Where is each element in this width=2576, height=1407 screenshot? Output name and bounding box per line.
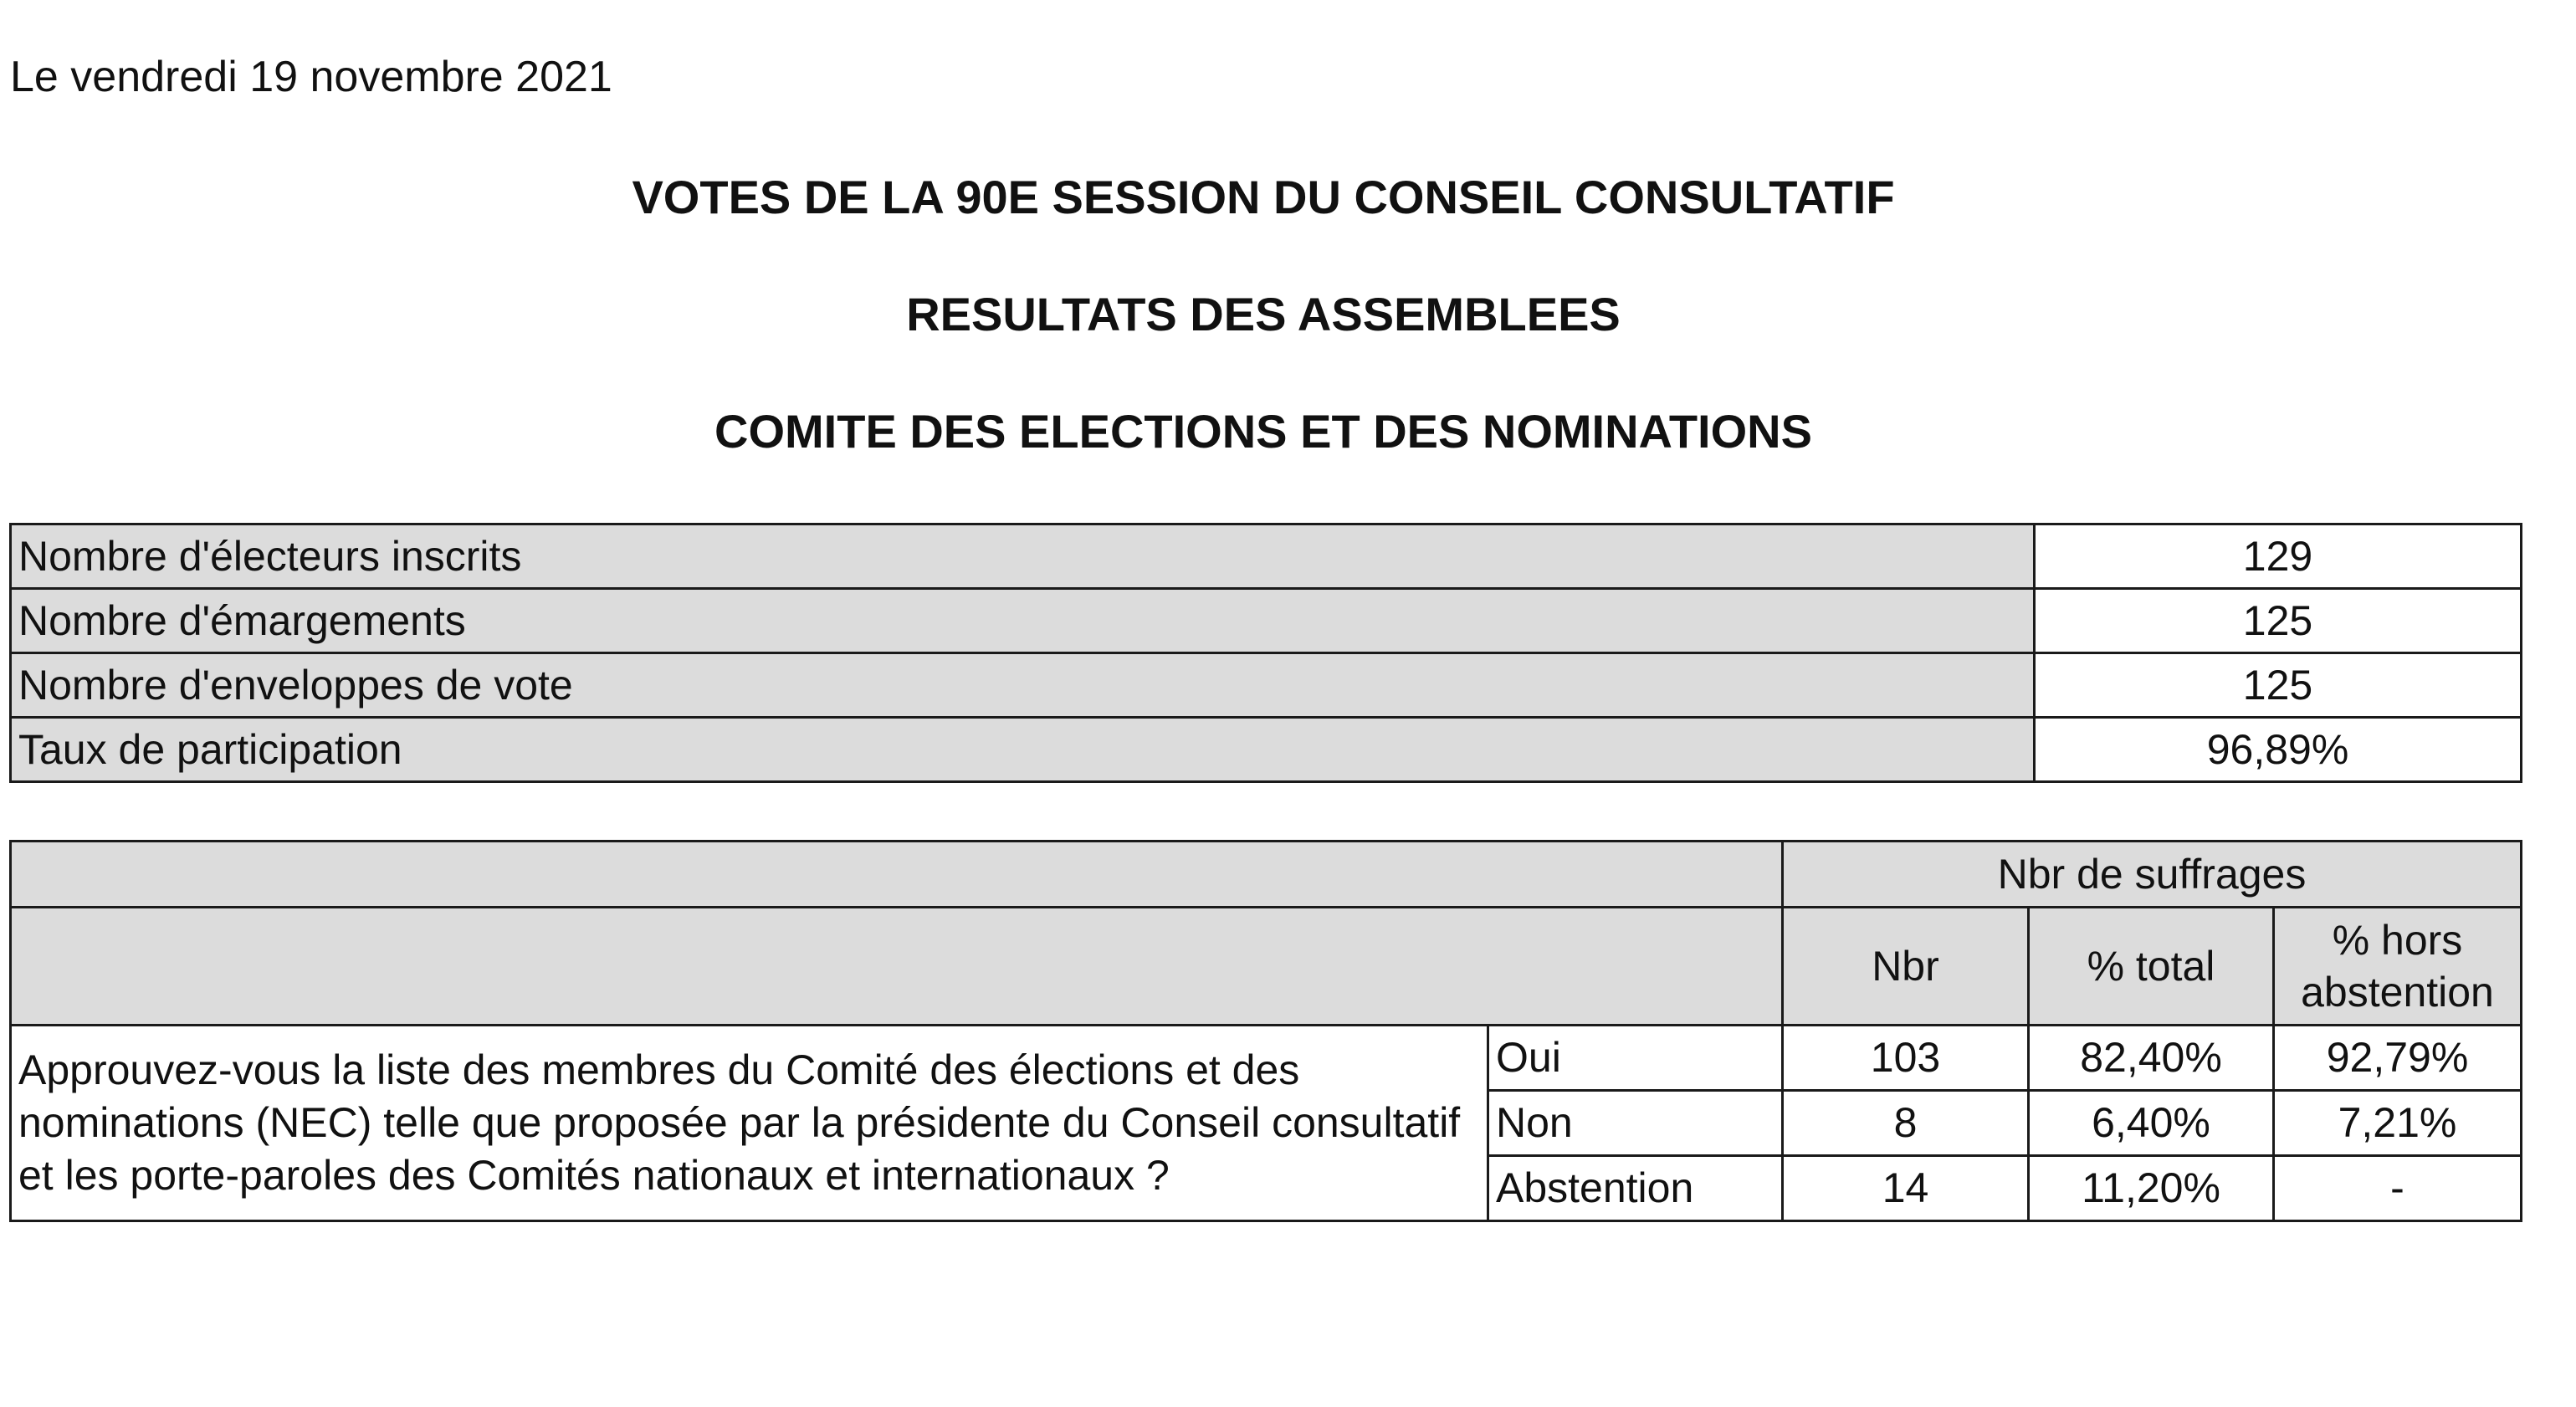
column-header-pct-excl-line1: % hors: [2332, 917, 2463, 964]
vote-row-oui: [11, 1026, 2522, 1091]
option-label: Abstention: [1488, 1156, 1783, 1221]
option-label: Oui: [1488, 1026, 1783, 1091]
summary-value: 96,89%: [2035, 718, 2522, 782]
vote-results-table: [9, 840, 2522, 1222]
document-title: VOTES DE LA 90E SESSION DU CONSEIL CONSULTATIF: [632, 171, 1895, 223]
option-pct-total: 82,40%: [2029, 1026, 2274, 1091]
summary-label: Taux de participation: [11, 718, 2035, 782]
option-pct-total: 6,40%: [2029, 1091, 2274, 1156]
document-subtitle: RESULTATS DES ASSEMBLEES: [906, 288, 1621, 340]
participation-summary-table: [9, 523, 2522, 783]
option-pct-excl: 7,21%: [2274, 1091, 2522, 1156]
summary-row-participation: [11, 718, 2522, 782]
option-count: 103: [1783, 1026, 2029, 1091]
column-header-count: Nbr: [1783, 908, 2029, 1026]
option-pct-total: 11,20%: [2029, 1156, 2274, 1221]
summary-label: Nombre d'émargements: [11, 589, 2035, 653]
option-count: 8: [1783, 1091, 2029, 1156]
document-date: Le vendredi 19 novembre 2021: [10, 53, 612, 101]
column-header-pct-excl: [2274, 908, 2522, 1026]
vote-subheader-row: [11, 908, 2522, 1026]
column-header-pct-total: % total: [2029, 908, 2274, 1026]
option-count: 14: [1783, 1156, 2029, 1221]
suffrages-group-header: Nbr de suffrages: [1783, 842, 2522, 908]
option-pct-excl: -: [2274, 1156, 2522, 1221]
vote-question: Approuvez-vous la liste des membres du Comité des élections et des nominations (NEC) telle que proposée par la présidente du Conseil consultatif et les porte-paroles des Comités nationaux et internationaux ?: [11, 1026, 1488, 1221]
summary-row-envelopes: [11, 653, 2522, 718]
column-header-pct-excl-line2: abstention: [2301, 969, 2494, 1016]
vote-header-row: [11, 842, 2522, 908]
vote-header-blank: [11, 842, 1783, 908]
summary-label: Nombre d'enveloppes de vote: [11, 653, 2035, 718]
option-label: Non: [1488, 1091, 1783, 1156]
vote-subheader-blank: [11, 908, 1783, 1026]
summary-label: Nombre d'électeurs inscrits: [11, 524, 2035, 589]
option-pct-excl: 92,79%: [2274, 1026, 2522, 1091]
summary-value: 129: [2035, 524, 2522, 589]
summary-row-signatures: [11, 589, 2522, 653]
committee-heading: COMITE DES ELECTIONS ET DES NOMINATIONS: [714, 405, 1812, 458]
summary-value: 125: [2035, 653, 2522, 718]
summary-row-registered: [11, 524, 2522, 589]
summary-value: 125: [2035, 589, 2522, 653]
